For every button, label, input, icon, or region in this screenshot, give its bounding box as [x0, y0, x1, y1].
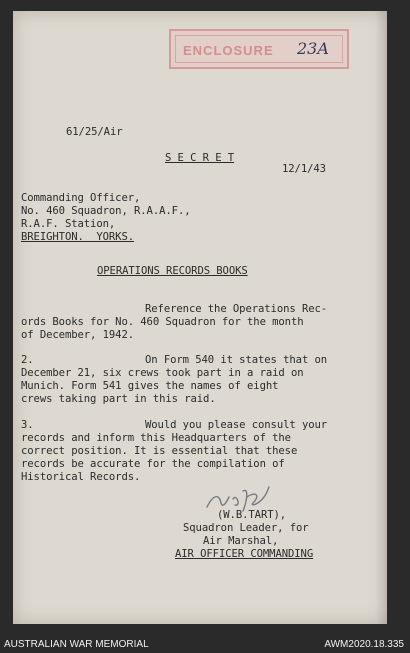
paragraph-number: 3. [21, 419, 34, 431]
paragraph-line: December 21, six crews took part in a raid on [21, 367, 304, 379]
stamp-handwritten-number: 23A [297, 39, 329, 58]
signatory-name: (W.B.TART), [217, 509, 287, 521]
footer-source: AUSTRALIAN WAR MEMORIAL [4, 639, 149, 650]
paragraph-line: Historical Records. [21, 471, 141, 483]
footer-accession-number: AWM2020.18.335 [324, 639, 404, 650]
signatory-on-behalf: Air Marshal, [203, 535, 279, 547]
signatory-rank: Squadron Leader, for [183, 522, 309, 534]
paragraph-line: of December, 1942. [21, 329, 135, 341]
address-line: BREIGHTON. YORKS. [21, 231, 135, 243]
paragraph-line: Munich. Form 541 gives the names of eight [21, 380, 279, 392]
stamp-text: ENCLOSURE [183, 43, 274, 58]
file-reference: 61/25/Air [66, 126, 123, 138]
subject-heading: OPERATIONS RECORDS BOOKS [97, 265, 248, 277]
classification: S E C R E T [165, 152, 235, 164]
address-line: Commanding Officer, [21, 192, 141, 204]
paragraph-line: Would you please consult your [145, 419, 328, 431]
paragraph-line: Reference the Operations Rec- [145, 303, 328, 315]
paragraph-line: correct position. It is essential that these [21, 445, 298, 457]
paragraph-line: On Form 540 it states that on [145, 354, 328, 366]
address-line: No. 460 Squadron, R.A.A.F., [21, 205, 191, 217]
paragraph-line: records and inform this Headquarters of the [21, 432, 291, 444]
enclosure-stamp [169, 29, 349, 69]
document-page [13, 11, 387, 624]
page-edge-shadow [375, 11, 387, 624]
signatory-title: AIR OFFICER COMMANDING [175, 548, 314, 560]
letter-date: 12/1/43 [282, 163, 326, 175]
paragraph-line: records be accurate for the compilation of [21, 458, 285, 470]
paragraph-line: ords Books for No. 460 Squadron for the month [21, 316, 304, 328]
address-line: R.A.F. Station, [21, 218, 116, 230]
paragraph-line: crews taking part in this raid. [21, 393, 216, 405]
paragraph-number: 2. [21, 354, 34, 366]
